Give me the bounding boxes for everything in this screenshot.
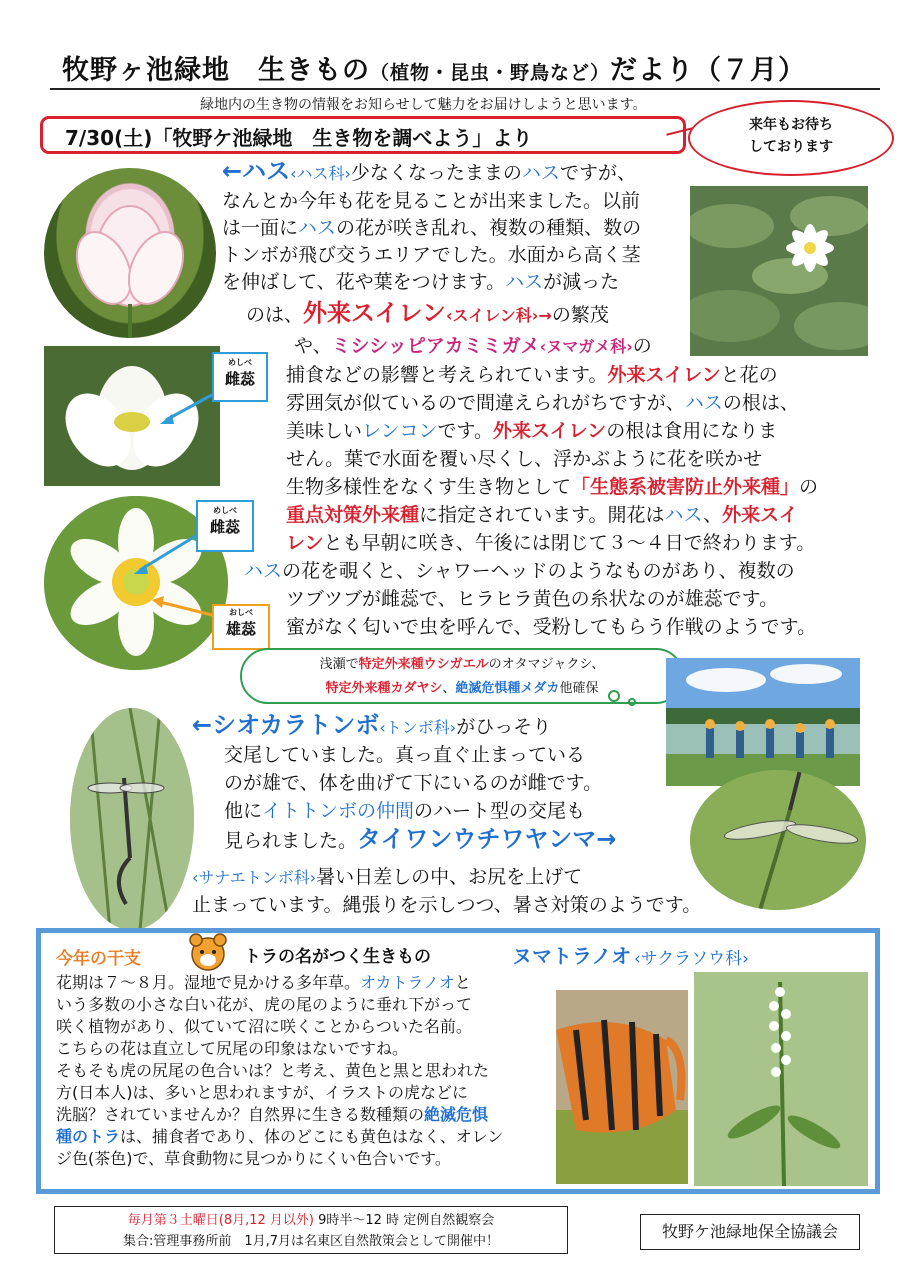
pistil-label-2	[196, 500, 254, 552]
dragonfly-line-4: 他にイトトンボの仲間のハート型の交尾も	[224, 800, 586, 822]
numatoranoo-flower-icon	[694, 972, 868, 1186]
pistil-label-1	[212, 352, 268, 402]
zodiac-label: 今年の干支	[56, 949, 141, 969]
lotus-line-15: ハスの花を覗くと、シャワーヘッドのようなものがあり、複数の	[244, 560, 795, 582]
lotus-line-4: トンボが飛び交うエリアでした。水面から高く茎	[222, 244, 641, 266]
event-banner: 7/30(土)「牧野ケ池緑地 生き物を調べよう」より	[40, 116, 686, 154]
lotus-line-3: は一面にハスの花が咲き乱れ、複数の種類、数の	[222, 217, 642, 239]
dragonfly-line-6: ‹サナエトンボ科›暑い日差しの中、お尻を上げて	[192, 866, 583, 888]
numatoranoo-name: ヌマトラノオ	[512, 944, 632, 968]
cloud-line-1: 浅瀬で特定外来種ウシガエルのオタマジャクシ、	[319, 657, 605, 672]
bubble-line-2: しております	[749, 139, 833, 155]
lotus-line-7: や、ミシシッピアカミミガメ‹ヌマガメ科›の	[294, 335, 652, 357]
lotus-line-9: 雰囲気が似ているので間違えられがちですが、ハスの根は、	[286, 392, 799, 414]
cloud-dot-1	[608, 690, 620, 702]
stamen-text: 雄蕊	[225, 620, 256, 638]
lotus-line-8: 捕食などの影響と考えられています。外来スイレンと花の	[286, 364, 778, 386]
lotus-pink-flower-icon	[44, 168, 216, 338]
shiokara-dragonfly-photo	[70, 708, 194, 930]
title-rule	[50, 88, 880, 90]
water-lily-photo	[690, 186, 868, 356]
pistil-text-1: 雌蕊	[224, 370, 255, 388]
footer-line-2: 集合:管理事務所前 1月,7月は名東区自然散策会として開催中！	[122, 1234, 500, 1249]
lotus-line-13: 重点対策外来種に指定されています。開花はハス、外来スイ	[286, 504, 798, 526]
tiger-line-3: 咲く植物があり、似ていて沼に咲くことからついた名前。	[56, 1017, 472, 1036]
dragonfly-perched-icon	[690, 770, 866, 910]
water-lily-icon	[690, 186, 868, 356]
title-main: 牧野ヶ池緑地 生きもの	[62, 55, 370, 86]
dragonfly-line-2: 交尾していました。真っ直ぐ止まっている	[224, 744, 586, 766]
title-month: だより（７月）	[610, 55, 807, 86]
pistil-text-2: 雌蕊	[209, 518, 240, 536]
tiger-photo	[556, 990, 688, 1184]
cloud-dot-2	[628, 698, 636, 706]
stamen-label	[212, 604, 270, 650]
tiger-line-1: 花期は７～８月。湿地で見かける多年草。オカトラノオと	[56, 973, 471, 992]
lotus-line-17: 蜜がなく匂いで虫を呼んで、受粉してもらう作戦のようです。	[286, 616, 817, 638]
lotus-line-6: のは、外来スイレン‹スイレン科›→の繁茂	[246, 299, 609, 327]
tiger-line-6: 方(日本人)は、多いと思われますが、イラストの虎などに	[56, 1083, 469, 1102]
subtitle: 緑地内の生き物の情報をお知らせして魅力をお届けしようと思います。	[200, 97, 647, 113]
tiger-line-5: そもそも虎の尻尾の色合いは？と考え、黄色と黒と思われた	[56, 1061, 489, 1080]
lotus-line-2: なんとか今年も花を見ることが出来ました。以前	[222, 190, 641, 212]
page-title	[62, 48, 806, 87]
stamen-arrow-icon	[150, 594, 220, 624]
pistil-ruby-2: めしべ	[213, 506, 237, 515]
observation-info	[54, 1206, 568, 1254]
dragonfly-mating-icon	[70, 708, 194, 930]
survey-scene-icon	[666, 658, 860, 786]
tiger-section-heading: トラの名がつく生きもの	[244, 947, 431, 967]
dragonfly-line-1: ←シオカラトンボ‹トンボ科›がひっそり	[192, 711, 552, 739]
tiger-line-9: ジ色(茶色)で、草食動物に見つかりにくい色合いです。	[56, 1149, 451, 1168]
tiger-line-2: いう多数の小さな白い花が、虎の尾のように垂れ下がって	[56, 995, 473, 1014]
dragonfly-line-7: 止まっています。縄張りを示しつつ、暑さ対策のようです。	[192, 894, 702, 916]
tiger-icon	[556, 990, 688, 1184]
organization-name: 牧野ケ池緑地保全協議会	[640, 1214, 860, 1250]
lotus-line-10: 美味しいレンコンです。外来スイレンの根は食用になりま	[286, 420, 778, 442]
footer-line-1: 毎月第３土曜日(8月,12 月以外) 9時半～12 時 定例自然観察会	[127, 1213, 495, 1228]
lotus-line-12: 生物多様性をなくす生き物として「生態系被害防止外来種」の	[286, 476, 819, 498]
speech-bubble	[688, 100, 894, 176]
lotus-line-11: せん。葉で水面を覆い尽くし、浮かぶように花を咲かせ	[286, 448, 763, 470]
survey-group-photo	[666, 658, 860, 786]
stamen-ruby: おしべ	[229, 608, 253, 617]
pistil-ruby-1: めしべ	[228, 358, 252, 367]
tiger-line-4: こちらの花は直立して尻尾の印象はないですね。	[56, 1039, 409, 1058]
dragonfly-line-3: のが雄で、体を曲げて下にいるのが雌です。	[224, 772, 603, 794]
numatoranoo-family: ‹サクラソウ科›	[634, 949, 749, 969]
taiwan-dragonfly-photo	[690, 770, 866, 910]
cloud-line-2: 特定外来種カダヤシ、絶滅危惧種メダカ他確保	[325, 681, 599, 696]
tiger-line-8: 種のトラは、捕食者であり、体のどこにも黄色はなく、オレン	[56, 1127, 504, 1146]
tiger-face-icon	[186, 932, 230, 972]
lotus-line-14: レンとも早朝に咲き、午後には閉じて３～４日で終わります。	[286, 532, 816, 554]
title-parenthetical: （植物・昆虫・野鳥など）	[370, 62, 611, 84]
tiger-line-7: 洗脳？されていませんか？自然界に生きる数種類の絶滅危惧	[56, 1105, 489, 1124]
numatoranoo-photo	[694, 972, 868, 1186]
lotus-line-1: ←ハス‹ハス科›少なくなったままのハスですが、	[222, 157, 636, 185]
dragonfly-line-5: 見られました。タイワンウチワヤンマ→	[224, 825, 617, 853]
lotus-line-16: ツブツブが雌蕊で、ヒラヒラ黄色の糸状なのが雄蕊です。	[286, 588, 779, 610]
bubble-line-1: 来年もお待ち	[749, 117, 833, 133]
lotus-pink-photo	[44, 168, 216, 338]
lotus-line-5: を伸ばして、花や葉をつけます。ハスが減った	[222, 271, 620, 293]
